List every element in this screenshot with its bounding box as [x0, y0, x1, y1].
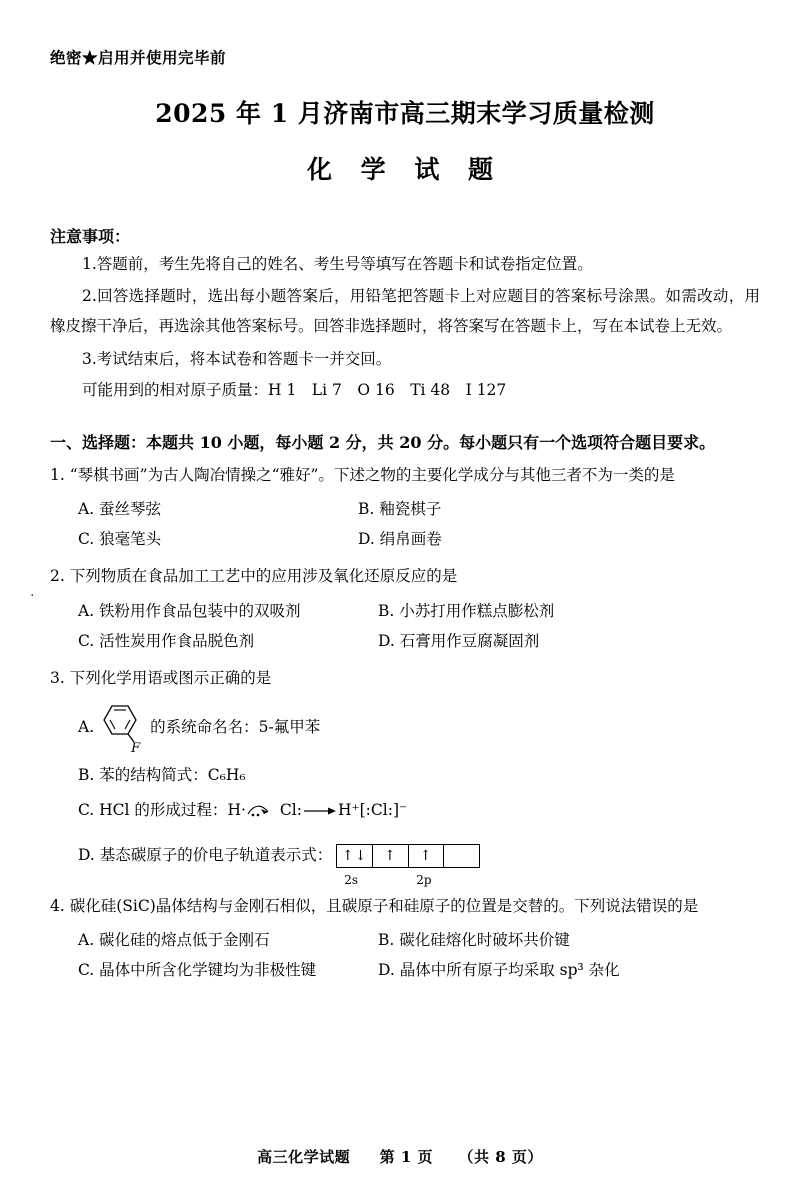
subject-title: 化 学 试 题 — [306, 155, 504, 184]
footer-page-number: 第 1 页 — [379, 1148, 433, 1166]
orbital-box-2s: ↑↓ — [337, 845, 373, 867]
orbital-label-2s: 2s — [344, 872, 359, 887]
question-2-stem: 2. 下列物质在食品加工工艺中的应用涉及氧化还原反应的是 — [50, 567, 458, 586]
page-footer — [0, 1146, 800, 1167]
orbital-box-2p-1: ↑ — [373, 845, 409, 867]
hcl-lewis-structure-icon — [227, 795, 407, 826]
option-1d[interactable]: D. 绢帛画卷 — [358, 530, 442, 549]
option-1b[interactable]: B. 釉瓷棋子 — [358, 500, 442, 518]
option-3a-prefix: A. — [78, 717, 95, 736]
orbital-label-2p: 2p — [416, 872, 432, 887]
atomic-mass-line: 可能用到的相对原子质量：H 1 Li 7 O 16 Ti 48 I 127 — [82, 380, 507, 399]
page-content — [50, 0, 760, 986]
footer-total-pages: （共 8 页） — [458, 1148, 543, 1166]
option-2c[interactable]: C. 活性炭用作食品脱色剂 — [78, 631, 255, 650]
note-item-2: 2.回答选择题时，选出每小题答案后，用铅笔把答题卡上对应题目的答案标号涂黑。如需改动，用橡皮擦干净后，再选涂其他答案标号。回答非选择题时，将答案写在答题卡上，写在本试卷上无效。 — [50, 287, 760, 336]
option-3d-prefix: D. 基态碳原子的价电子轨道表示式： — [78, 846, 333, 865]
option-3b[interactable] — [78, 760, 760, 791]
question-3-options — [50, 698, 760, 887]
note-item-1: 1.答题前，考生先将自己的姓名、考生号等填写在答题卡和试卷指定位置。 — [82, 255, 593, 273]
section-heading-choice: 一、选择题：本题共 10 小题，每小题 2 分，共 20 分。每小题只有一个选项符合题目要求。 — [50, 432, 716, 452]
option-3a[interactable] — [78, 698, 760, 756]
option-4c[interactable]: C. 晶体中所含化学键均为非极性键 — [78, 961, 317, 980]
option-3c[interactable] — [78, 795, 760, 826]
option-3d[interactable] — [78, 840, 760, 887]
page-title: 2025 年 1 月济南市高三期末学习质量检测 — [155, 99, 655, 128]
option-4b[interactable]: B. 碳化硅熔化时破坏共价键 — [378, 931, 570, 950]
option-4a[interactable]: A. 碳化硅的熔点低于金刚石 — [78, 931, 270, 950]
margin-dot: · — [30, 588, 35, 604]
lewis-left: H· — [227, 801, 246, 820]
lewis-mid: Cl: — [279, 801, 302, 820]
question-1-options — [50, 494, 760, 554]
orbital-diagram-icon — [336, 844, 480, 887]
benzene-ring-icon — [94, 698, 150, 756]
note-item-3: 3.考试结束后，将本试卷和答题卡一并交回。 — [82, 349, 392, 368]
option-2b[interactable]: B. 小苏打用作糕点膨松剂 — [378, 601, 555, 620]
option-1a[interactable]: A. 蚕丝琴弦 — [78, 500, 162, 518]
option-2d[interactable]: D. 石膏用作豆腐凝固剂 — [378, 631, 540, 650]
option-1c[interactable]: C. 狼毫笔头 — [78, 530, 162, 549]
option-2a[interactable]: A. 铁粉用作食品包装中的双吸剂 — [78, 601, 301, 620]
option-3a-text: 的系统命名名：5-氟甲苯 — [150, 717, 321, 736]
orbital-box-2p-3 — [444, 845, 479, 867]
option-3c-prefix: C. HCl 的形成过程： — [78, 801, 228, 820]
secret-notice: 绝密★启用并使用完毕前 — [50, 48, 227, 67]
footer-title: 高三化学试题 — [257, 1148, 351, 1166]
orbital-box-2p-2: ↑ — [409, 845, 445, 867]
lewis-right: H⁺[:Cl:]⁻ — [337, 801, 408, 820]
question-1-stem: 1. “琴棋书画”为古人陶冶情操之“雅好”。下述之物的主要化学成分与其他三者不为一类的是 — [50, 465, 675, 484]
fluorine-label: F — [131, 741, 141, 757]
option-4d[interactable]: D. 晶体中所有原子均采取 sp³ 杂化 — [378, 961, 620, 980]
question-2-options — [50, 596, 760, 656]
question-4-stem: 4. 碳化硅(SiC)晶体结构与金刚石相似，且碳原子和硅原子的位置是交替的。下列说法错误的是 — [50, 897, 699, 916]
option-3b-text: B. 苯的结构简式：C₆H₆ — [78, 766, 246, 785]
notes-heading: 注意事项： — [50, 227, 131, 246]
question-4-options — [50, 925, 760, 985]
question-3-stem: 3. 下列化学用语或图示正确的是 — [50, 669, 272, 687]
